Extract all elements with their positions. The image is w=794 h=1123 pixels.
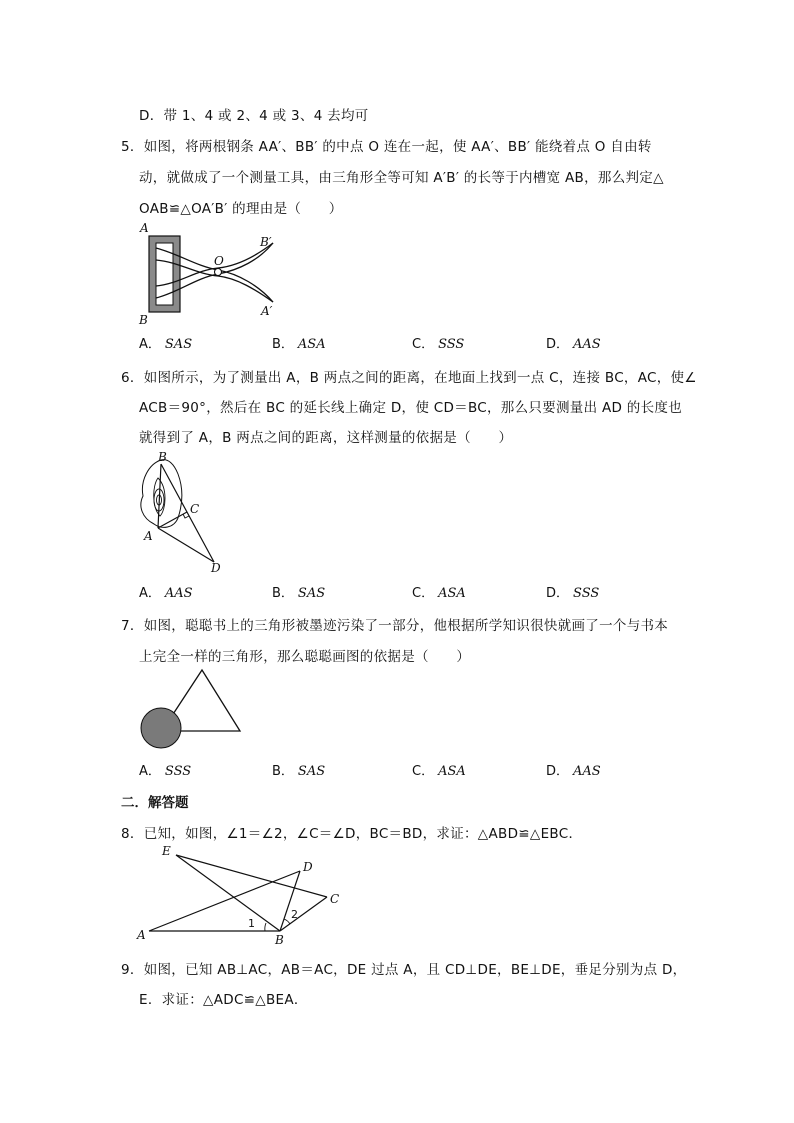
q7-stem-line2: 上完全一样的三角形，那么聪聪画图的依据是（ ） [139, 649, 471, 665]
q7-option-a-letter: A． [139, 764, 161, 779]
q6-option-b-value: SAS [297, 586, 326, 601]
q6-segment-bd [161, 464, 214, 562]
q5-option-b[interactable] [272, 333, 326, 352]
q8-segment-ad [149, 871, 300, 931]
q8-segment-eb [176, 855, 280, 931]
q5-label-o: O [214, 254, 224, 268]
q8-label-a: A [137, 928, 146, 942]
q6-option-c-value: ASA [438, 586, 466, 601]
q6-figure [134, 450, 234, 575]
q5-label-b-prime: B′ [260, 235, 272, 249]
q6-label-a: A [144, 529, 153, 543]
q8-segment-bc [280, 897, 327, 931]
q5-label-a-prime: A′ [261, 304, 273, 318]
q7-option-b[interactable] [272, 760, 325, 779]
q8-label-d: D [303, 860, 313, 874]
q8-label-b: B [275, 933, 284, 947]
q5-option-a[interactable] [139, 333, 192, 352]
q5-option-d-letter: D． [546, 337, 570, 352]
q5-label-b: B [139, 313, 148, 327]
q7-figure [136, 666, 246, 751]
q5-option-a-value: SAS [164, 337, 193, 352]
q6-option-d-value: SSS [573, 586, 600, 601]
q6-option-a-value: AAS [164, 586, 193, 601]
q7-option-c-letter: C． [412, 764, 435, 779]
q8-figure [134, 843, 349, 948]
q7-option-a[interactable] [139, 760, 191, 779]
q6-option-a-letter: A． [139, 586, 161, 601]
q5-option-b-value: ASA [297, 337, 326, 352]
q6-stem-line3: 就得到了 A，B 两点之间的距离，这样测量的依据是（ ） [139, 430, 513, 446]
q7-ink-blot [141, 708, 181, 748]
q5-option-d-value: AAS [573, 337, 601, 352]
q6-stem-line2: ACB＝90°，然后在 BC 的延长线上确定 D，使 CD＝BC，那么只要测量出 AD 的长度也 [139, 400, 683, 416]
q7-option-d-letter: D． [546, 764, 570, 779]
q8-angle-2-arc [284, 919, 290, 924]
q5-option-a-letter: A． [139, 337, 161, 352]
q6-option-a[interactable] [139, 582, 193, 601]
q5-option-c-value: SSS [438, 337, 465, 352]
q6-segment-ac [158, 512, 187, 528]
q5-stem-line2: 动，就做成了一个测量工具，由三角形全等可知 A′B′ 的长等于内槽宽 AB，那么判定△ [139, 170, 664, 186]
q5-option-d[interactable] [546, 333, 601, 352]
q5-stem-line1: 5．如图，将两根钢条 AA′、BB′ 的中点 O 连在一起，使 AA′、BB′ 能绕着点 O 自由转 [121, 139, 652, 155]
q8-segment-bd [280, 871, 300, 931]
q5-pivot-o [215, 269, 222, 276]
q8-label-angle-1: 1 [248, 917, 255, 930]
section-title-solve: 二．解答题 [121, 795, 189, 811]
q7-option-b-value: SAS [297, 764, 326, 779]
q5-option-c-letter: C． [412, 337, 435, 352]
q4-option-d: D．带 1、4 或 2、4 或 3、4 去均可 [139, 108, 369, 124]
q8-stem-line1: 8．已知，如图，∠1＝∠2，∠C＝∠D，BC＝BD，求证：△ABD≌△EBC． [121, 826, 583, 842]
q7-option-d-value: AAS [573, 764, 601, 779]
q6-option-c[interactable] [412, 582, 466, 601]
q5-label-a: A [140, 221, 149, 235]
q7-option-a-value: SSS [164, 764, 192, 779]
q5-option-c[interactable] [412, 333, 464, 352]
q7-option-b-letter: B． [272, 764, 294, 779]
q6-option-b-letter: B． [272, 586, 294, 601]
q8-angle-1-arc [265, 923, 266, 931]
q6-option-b[interactable] [272, 582, 325, 601]
q6-label-b: B [158, 450, 167, 464]
q6-option-c-letter: C． [412, 586, 435, 601]
q7-option-d[interactable] [546, 760, 601, 779]
q7-option-c[interactable] [412, 760, 466, 779]
q7-option-c-value: ASA [438, 764, 466, 779]
q6-option-d-letter: D． [546, 586, 570, 601]
q6-label-d: D [211, 561, 221, 575]
q8-label-angle-2: 2 [291, 908, 298, 921]
q6-segment-ad [158, 528, 214, 562]
q8-label-e: E [162, 844, 171, 858]
q5-stem-line3: OAB≌△OA′B′ 的理由是（ ） [139, 201, 343, 217]
q9-stem-line2: E．求证：△ADC≌△BEA． [139, 992, 308, 1008]
q6-option-d[interactable] [546, 582, 599, 601]
q5-option-b-letter: B． [272, 337, 294, 352]
q8-label-c: C [330, 892, 340, 906]
q5-figure [134, 218, 284, 328]
q7-stem-line1: 7．如图，聪聪书上的三角形被墨迹污染了一部分，他根据所学知识很快就画了一个与书本 [121, 618, 669, 634]
q6-pond-outline [141, 460, 182, 528]
q9-stem-line1: 9．如图，已知 AB⊥AC，AB＝AC，DE 过点 A，且 CD⊥DE，BE⊥DE，垂足分别为点 D， [121, 962, 687, 978]
q6-label-c: C [190, 502, 200, 516]
q6-stem-line1: 6．如图所示，为了测量出 A，B 两点之间的距离，在地面上找到一点 C，连接 BC，AC，使∠ [121, 370, 697, 386]
